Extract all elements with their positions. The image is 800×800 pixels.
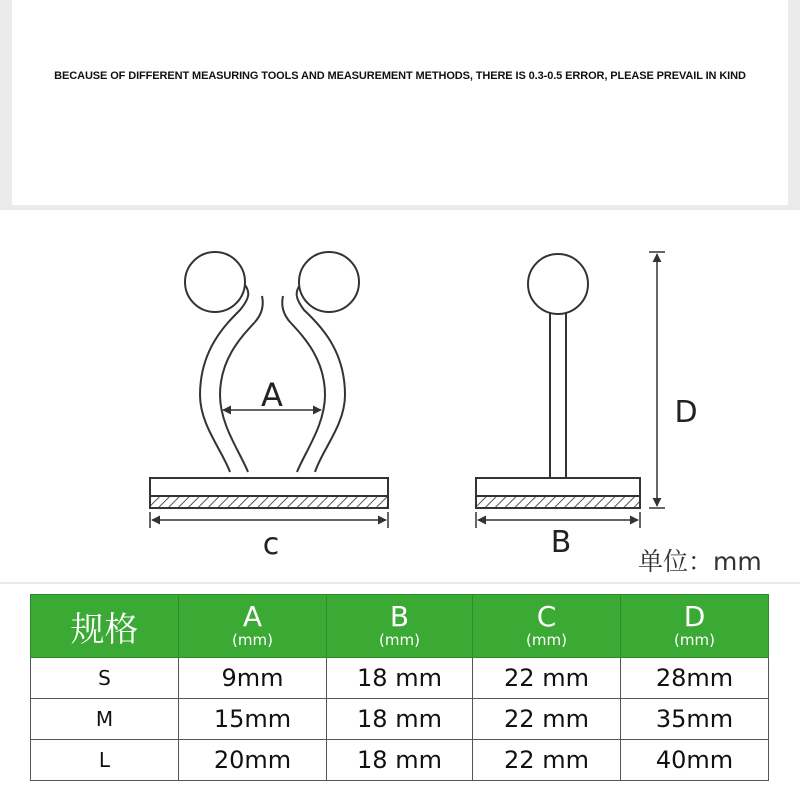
row-s-size: S — [31, 658, 179, 699]
right-arm-inner — [282, 296, 325, 472]
row-l-d: 40mm — [621, 740, 769, 781]
stem — [550, 306, 566, 478]
header-a-unit: (mm) — [232, 631, 273, 649]
label-a: A — [261, 376, 283, 414]
diagram-panel — [0, 210, 800, 582]
front-view — [150, 252, 388, 562]
front-base-hatch — [150, 496, 388, 508]
label-d: D — [674, 395, 698, 430]
row-l-c: 22 mm — [473, 740, 621, 781]
header-c-unit: (mm) — [526, 631, 567, 649]
header-d — [621, 595, 769, 658]
header-c-letter: C — [536, 600, 557, 633]
side-base-hatch — [476, 496, 640, 508]
header-b — [327, 595, 473, 658]
side-ball — [528, 254, 588, 314]
measurement-notice: BECAUSE OF DIFFERENT MEASURING TOOLS AND MEASUREMENT METHODS, THERE IS 0.3-0.5 ERROR, PLEASE PREVAIL IN KIND — [54, 70, 746, 82]
label-c: c — [262, 527, 280, 562]
header-a-letter: A — [242, 600, 263, 633]
row-s-b: 18 mm — [327, 658, 473, 699]
notice-panel — [12, 0, 788, 205]
front-base-top — [150, 478, 388, 496]
table-row — [31, 658, 769, 699]
header-a — [179, 595, 327, 658]
row-l-size: L — [31, 740, 179, 781]
row-m-d: 35mm — [621, 699, 769, 740]
row-m-size: M — [31, 699, 179, 740]
spec-table-panel — [0, 584, 800, 800]
table-row — [31, 699, 769, 740]
row-m-b: 18 mm — [327, 699, 473, 740]
row-l-a: 20mm — [179, 740, 327, 781]
row-m-c: 22 mm — [473, 699, 621, 740]
header-spec: 规格 — [31, 595, 179, 658]
side-view — [476, 252, 698, 560]
header-b-unit: (mm) — [379, 631, 420, 649]
row-l-b: 18 mm — [327, 740, 473, 781]
row-s-c: 22 mm — [473, 658, 621, 699]
clip-diagram — [0, 210, 800, 582]
right-arm — [297, 285, 345, 472]
row-m-a: 15mm — [179, 699, 327, 740]
side-base-top — [476, 478, 640, 496]
left-arm-inner — [220, 296, 263, 472]
table-row — [31, 740, 769, 781]
header-c — [473, 595, 621, 658]
header-d-letter: D — [683, 600, 706, 633]
row-s-a: 9mm — [179, 658, 327, 699]
unit-label: 单位：mm — [638, 547, 762, 576]
right-ball — [299, 252, 359, 312]
table-header-row — [31, 595, 769, 658]
row-s-d: 28mm — [621, 658, 769, 699]
spec-table — [30, 594, 769, 781]
left-arm — [200, 285, 248, 472]
left-ball — [185, 252, 245, 312]
label-b: B — [550, 525, 572, 560]
header-b-letter: B — [389, 600, 410, 633]
header-d-unit: (mm) — [674, 631, 715, 649]
